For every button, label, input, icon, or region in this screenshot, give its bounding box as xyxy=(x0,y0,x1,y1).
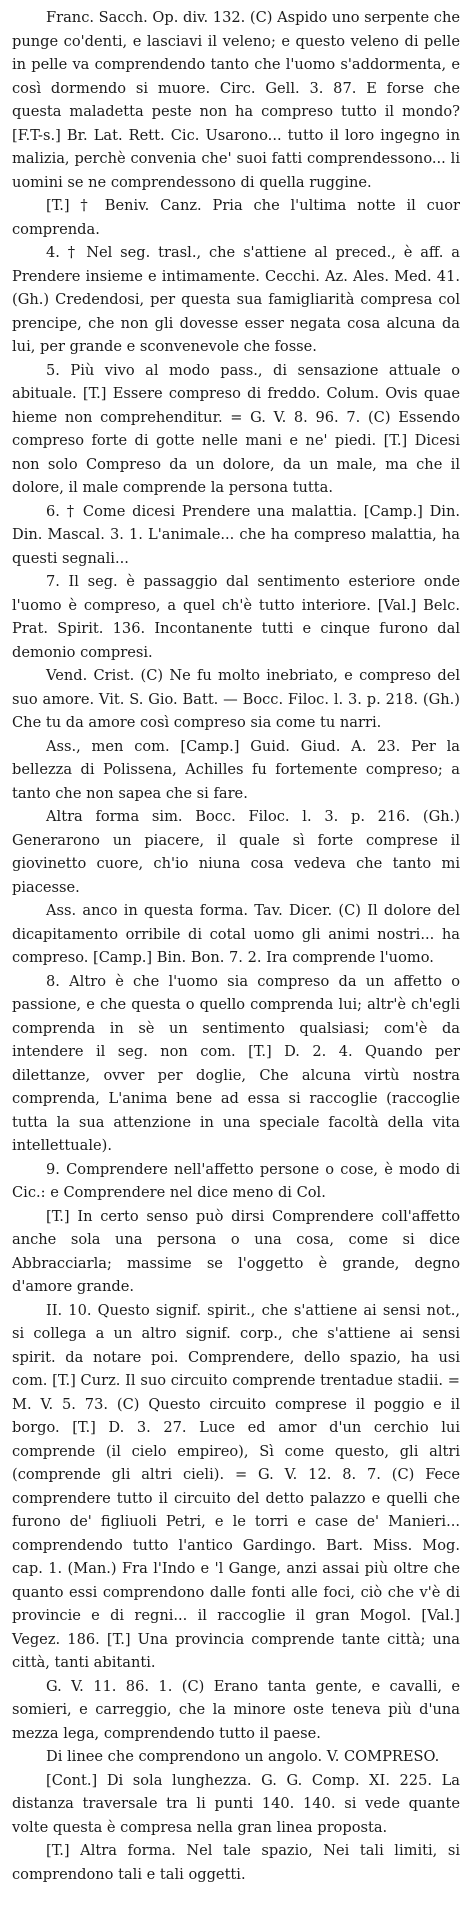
entry-paragraph: [Cont.] Di sola lunghezza. G. G. Comp. XI. 225. La distanza traversale tra li punti 140. 140. si vede quante volte questa è compresa nella gran linea proposta. xyxy=(12,1771,460,1836)
entry-paragraph: 7. Il seg. è passaggio dal sentimento esteriore onde l'uomo è compreso, a quel ch'è tutto interiore. [Val.] Belc. Prat. Spirit. 136. Incontanente tutti e cinque furono dal demonio compresi. xyxy=(12,573,460,661)
entry-paragraph: 6. † Come dicesi Prendere una malattia. [Camp.] Din. Din. Mascal. 3. 1. L'animale... che ha compreso malattia, ha questi segnali... xyxy=(12,502,460,567)
entry-paragraph: Ass., men com. [Camp.] Guid. Giud. A. 23. Per la bellezza di Polissena, Achilles fu fortemente compreso; a tanto che non sapea che si fare. xyxy=(12,737,460,802)
entry-paragraph: [T.] † Beniv. Canz. Pria che l'ultima notte il cuor comprenda. xyxy=(12,197,460,238)
entry-paragraph: Franc. Sacch. Op. div. 132. (C) Aspido uno serpente che punge co'denti, e lasciavi il veleno; e questo veleno di pelle in pelle va comprendendo tanto che l'uomo s'addormenta, e così dormendo si muore. Circ. Gell. 3. 87. E forse che questa maladetta peste non ha compreso tutto il mondo? [F.T-s.] Br. Lat. Rett. Cic. Usarono... tutto il loro ingegno in malizia, perchè convenia che' suoi fatti comprendessono... li uomini se ne comprendessono di quella ruggine. xyxy=(12,9,460,191)
entry-paragraph: [T.] In certo senso può dirsi Comprendere coll'affetto anche sola una persona o una cosa, come si dice Abbracciarla; massime se l'oggetto è grande, degno d'amore grande. xyxy=(12,1207,460,1295)
entry-paragraph: 4. † Nel seg. trasl., che s'attiene al preced., è aff. a Prendere insieme e intimamente. Cecchi. Az. Ales. Med. 41. (Gh.) Credendosi, per questa sua famigliarità compresa col prencipe, che non gli dovesse esser negata cosa alcuna da lui, per grande e sconvenevole che fosse. xyxy=(12,244,460,355)
entry-paragraph: 5. Più vivo al modo pass., di sensazione attuale o abituale. [T.] Essere compreso di freddo. Colum. Ovis quae hieme non comprehenditur. = G. V. 8. 96. 7. (C) Essendo compreso forte di gotte nelle mani e ne' piedi. [T.] Dicesi non solo Compreso da un dolore, da un male, ma che il dolore, il male comprende la persona tutta. xyxy=(12,361,460,496)
entry-paragraph: 9. Comprendere nell'affetto persone o cose, è modo di Cic.: e Comprendere nel dice meno di Col. xyxy=(12,1160,460,1201)
entry-paragraph: II. 10. Questo signif. spirit., che s'attiene ai sensi not., si collega a un altro signif. corp., che s'attiene ai sensi spirit. da notare poi. Comprendere, dello spazio, ha usi com. [T.] Curz. Il suo circuito comprende trentadue stadii. = M. V. 5. 73. (C) Questo circuito comprese il poggio e il borgo. [T.] D. 3. 27. Luce ed amor d'un cerchio lui comprende (il cielo empireo), Sì come questo, gli altri (comprende gli altri cieli). = G. V. 12. 8. 7. (C) Fece comprendere tutto il circuito del detto palazzo e quelli che furono de' figliuoli Petri, e le torri e case de' Manieri... comprendendo tutto l'antico Gardingo. Bart. Miss. Mog. cap. 1. (Man.) Fra l'Indo e 'l Gange, anzi assai più oltre che quanto essi comprendono dalle fonti alle foci, ciò che v'è di provincie e di regni... il raccoglie il gran Mogol. [Val.] Vegez. 186. [T.] Una provincia comprende tante città; una città, tanti abitanti. xyxy=(12,1301,460,1671)
entry-paragraph: Vend. Crist. (C) Ne fu molto inebriato, e compreso del suo amore. Vit. S. Gio. Batt. — Bocc. Filoc. l. 3. p. 218. (Gh.) Che tu da amore così compreso sia come tu narri. xyxy=(12,667,460,731)
entry-paragraph: Altra forma sim. Bocc. Filoc. l. 3. p. 216. (Gh.) Generarono un piacere, il quale sì forte comprese il giovinetto cuore, ch'io niuna cosa vedeva che tanto mi piacesse. xyxy=(12,808,460,896)
entry-paragraph: Di linee che comprendono un angolo. V. COMPRESO. xyxy=(46,1748,440,1765)
entry-paragraph: Ass. anco in questa forma. Tav. Dicer. (C) Il dolore del dicapitamento orribile di cotal uomo gli animi nostri... ha compreso. [Camp.] Bin. Bon. 7. 2. Ira comprende l'uomo. xyxy=(12,902,460,966)
entry-paragraph: 8. Altro è che l'uomo sia compreso da un affetto o passione, e che questa o quello comprenda lui; altr'è ch'egli comprenda in sè un sentimento qualsiasi; com'è da intendere il seg. non com. [T.] D. 2. 4. Quando per dilettanze, ovver per doglie, Che alcuna virtù nostra comprenda, L'anima bene ad essa si raccoglie (raccoglie tutta la sua attenzione in una speciale facoltà della vita intellettuale). xyxy=(12,972,460,1154)
entry-paragraph: G. V. 11. 86. 1. (C) Erano tanta gente, e cavalli, e somieri, e carreggio, che la minore oste teneva più d'una mezza lega, comprendendo tutto il paese. xyxy=(12,1677,460,1742)
entry-paragraph: [T.] Altra forma. Nel tale spazio, Nei tali limiti, si comprendono tali e tali oggetti. xyxy=(12,1842,460,1883)
